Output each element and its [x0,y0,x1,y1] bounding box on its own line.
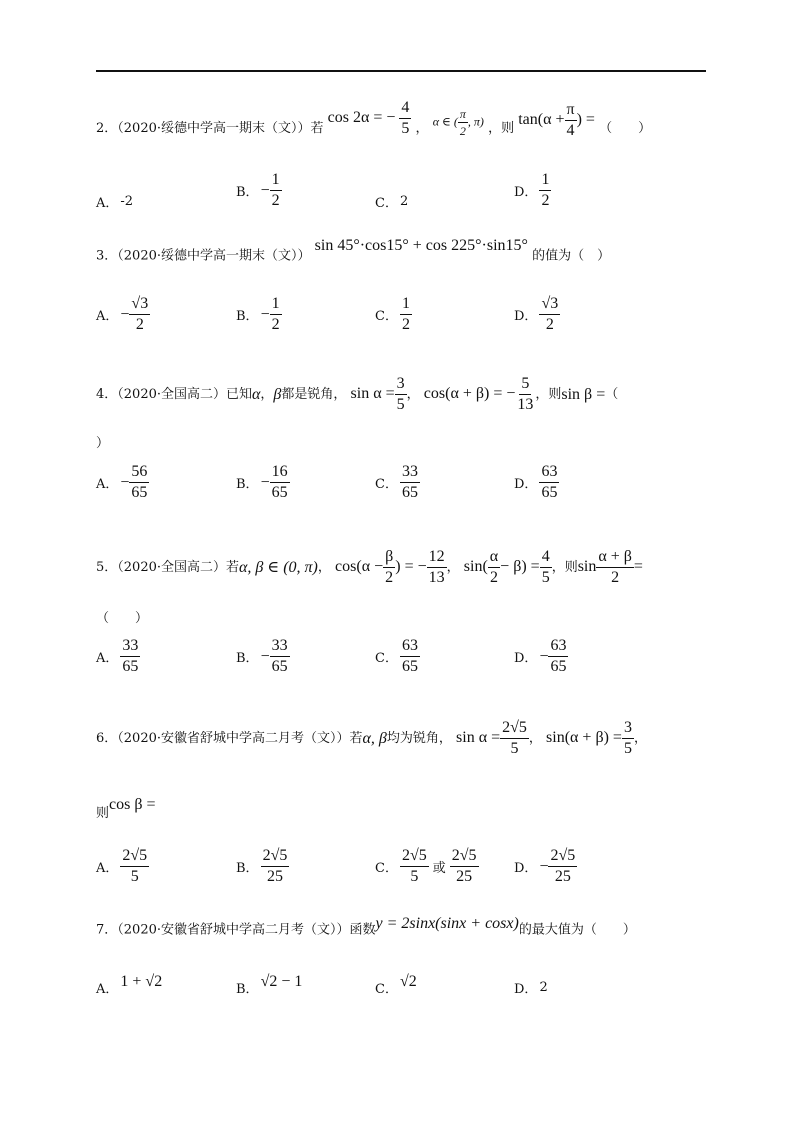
fraction-denominator: 65 [401,658,418,675]
blank-close: ） [96,436,110,451]
fraction-denominator: 2 [401,316,410,333]
fraction-denominator: 65 [131,484,148,501]
fraction-denominator: 65 [271,658,288,675]
punctuation: ， [317,560,331,575]
option-label: A． [96,309,119,324]
option-a[interactable] [96,296,150,333]
option-c[interactable] [375,972,417,997]
question-number: 7． [96,922,118,938]
option-value: 1 + √2 [120,972,163,990]
math-text: sin α = [456,729,501,747]
stem-text: 均为锐角， [386,731,452,746]
option-c[interactable] [375,192,408,211]
fraction-denominator: 2 [489,569,498,586]
minus-sign: − [120,473,130,491]
stem-text: ，则 [535,387,562,402]
header-rule [96,70,706,72]
fraction-denominator: 5 [401,120,410,137]
option-b[interactable] [236,464,290,501]
question-6-stem [96,720,647,757]
option-b[interactable] [236,296,282,333]
fraction-numerator: 4 [540,549,552,568]
question-number: 5． [96,560,118,575]
fraction-denominator: 2 [271,316,280,333]
fraction-numerator: 63 [400,638,420,657]
option-label: D． [514,185,538,200]
stem-text: 都是锐角， [281,387,347,402]
question-5-stem [96,549,643,586]
stem-tail: 的值为（ ） [532,248,611,264]
fraction-numerator: β [383,549,395,568]
math-text: tan(α + [518,111,565,129]
option-label: D． [514,651,538,666]
option-label: B． [236,651,259,666]
fraction-numerator: 2√5 [120,848,149,867]
fraction-denominator: 4 [566,122,575,139]
option-label: D． [514,309,538,324]
minus-sign: − [260,473,270,491]
option-c[interactable] [375,296,412,333]
option-label: A． [96,861,119,876]
fraction-numerator: π [565,102,577,121]
punctuation: ， [406,387,420,402]
option-label: A． [96,651,119,666]
question-source: （2020·安徽省舒城中学高二月考（文））若 [117,731,363,746]
option-label: C． [375,861,398,876]
math-text: ) = [576,111,595,129]
fraction-numerator: 33 [270,638,290,657]
stem-text: 则 [96,805,110,821]
fraction-denominator: 65 [271,484,288,501]
question-number: 6． [96,731,118,746]
option-value: -2 [120,194,134,209]
fraction-numerator: 5 [519,376,531,395]
punctuation: ， [528,731,542,746]
option-d[interactable] [514,848,577,885]
option-a[interactable] [96,638,140,675]
math-text: − β) = [500,558,540,576]
math-text: cos(α − [335,558,384,576]
fraction-numerator: √3 [539,296,560,315]
fraction-numerator: 16 [270,464,290,483]
math-text: sin α = [350,385,395,403]
fraction-denominator: 65 [541,484,558,501]
fraction-denominator: 2 [271,192,280,209]
option-d[interactable] [514,296,560,333]
option-b[interactable] [236,172,282,209]
math-text: ) = − [395,558,427,576]
option-label: B． [236,982,259,997]
option-c[interactable] [375,638,420,675]
fraction-denominator: 5 [510,740,519,757]
option-d[interactable] [514,638,568,675]
option-label: C． [375,651,398,666]
math-text: α, β ∈ (0, π) [239,558,318,576]
fraction-denominator: 5 [130,868,139,885]
option-b[interactable] [236,638,290,675]
option-label: B． [236,185,259,200]
fraction-numerator: 63 [539,464,559,483]
punctuation: ，则 [488,121,515,136]
option-c[interactable] [375,464,420,501]
punctuation: ， [415,121,429,136]
fraction-denominator: 2 [135,316,144,333]
minus-sign: − [260,647,270,665]
option-a[interactable] [96,192,133,211]
option-label: C． [375,982,398,997]
option-label: C． [375,196,398,211]
math-text: sin( [463,558,488,576]
question-4-stem [96,376,618,413]
option-label: C． [375,477,398,492]
question-6-ask [96,796,156,821]
stem-text: ，则 [551,560,578,575]
minus-sign: − [539,857,549,875]
fraction-denominator: 2 [611,569,620,586]
option-a[interactable] [96,848,149,885]
fraction-denominator: 5 [541,569,550,586]
fraction-numerator: 1 [539,172,551,191]
option-label: A． [96,196,119,211]
option-label: D． [514,477,538,492]
question-source: （2020·全国高二）已知 [117,387,252,402]
fraction-numerator: √3 [129,296,150,315]
fraction-numerator: α + β [596,549,634,568]
option-b[interactable] [236,972,303,997]
fraction-denominator: 65 [122,658,139,675]
fraction-denominator: 5 [410,868,419,885]
fraction-numerator: π [459,107,466,121]
fraction-numerator: 56 [129,464,149,483]
option-or: 或 [432,861,446,876]
math-text: sin β = [561,385,606,403]
fraction-denominator: 5 [396,396,405,413]
fraction-numerator: 1 [400,296,412,315]
option-b[interactable] [236,848,289,885]
option-label: C． [375,309,398,324]
fraction-numerator: 12 [427,549,447,568]
option-a[interactable] [96,464,149,501]
fraction-numerator: 33 [120,638,140,657]
fraction-numerator: 1 [270,172,282,191]
math-text: = [633,558,643,576]
math-expression: sin 45°·cos15° + cos 225°·sin15° [314,237,528,254]
stem-tail: 的最大值为（ ） [518,922,636,938]
fraction-numerator: 2√5 [400,848,429,867]
question-source: （2020·绥德中学高一期末（文）） [117,248,311,264]
minus-sign: − [120,305,130,323]
option-value: 2 [399,194,409,209]
option-label: D． [514,861,538,876]
question-3-stem [96,237,611,265]
question-7-stem [96,915,636,939]
fraction-denominator: 25 [266,868,283,885]
math-text: cos(α + β) = − [423,385,516,403]
fraction-numerator: 2√5 [548,848,577,867]
fraction-numerator: 1 [270,296,282,315]
fraction-denominator: 25 [456,868,473,885]
option-label: D． [514,982,538,997]
fraction-numerator: 63 [548,638,568,657]
fraction-denominator: 2 [545,316,554,333]
fraction-denominator: 2 [459,124,466,138]
fraction-numerator: 2√5 [500,720,529,739]
fraction-numerator: 2√5 [261,848,290,867]
fraction-numerator: 3 [622,720,634,739]
option-value: 2 [539,980,548,995]
question-source: （2020·全国高二）若 [117,560,239,575]
math-text: sin [577,558,597,576]
fraction-denominator: 13 [517,396,534,413]
answer-blank: （ ） [96,611,149,626]
option-d[interactable] [514,464,559,501]
math-text: α ∈ ( [432,114,458,129]
question-number: 2． [96,121,118,136]
option-value: √2 − 1 [260,972,303,990]
question-source: （2020·绥德中学高一期末（文））若 [117,121,324,136]
minus-sign: − [260,305,270,323]
option-value: √2 [399,972,417,990]
punctuation: ， [446,560,460,575]
option-label: B． [236,309,259,324]
punctuation: ， [633,731,647,746]
answer-blank: （ ） [599,121,652,136]
option-c[interactable] [375,848,479,885]
option-d[interactable] [514,978,548,997]
fraction-numerator: 4 [399,100,411,119]
math-variable: α [252,385,261,403]
option-label: B． [236,861,259,876]
fraction-denominator: 65 [401,484,418,501]
option-d[interactable] [514,172,551,209]
math-text: α, β [362,729,387,747]
fraction-denominator: 5 [623,740,632,757]
math-text: , π) [467,114,484,129]
math-text: cos β = [109,796,156,813]
fraction-denominator: 2 [385,569,394,586]
question-2-stem [96,99,652,147]
fraction-numerator: α [488,549,500,568]
fraction-denominator: 2 [541,192,550,209]
option-label: A． [96,477,119,492]
option-label: A． [96,982,119,997]
question-number: 4． [96,387,118,402]
math-text: cos 2α = − [327,109,396,127]
option-label: B． [236,477,259,492]
math-variable: β [273,385,282,403]
punctuation: ， [260,387,274,402]
minus-sign: − [260,181,270,199]
math-expression: y = 2sinx(sinx + cosx) [375,915,519,932]
answer-blank: （ [605,387,619,402]
fraction-numerator: 3 [395,376,407,395]
fraction-numerator: 33 [400,464,420,483]
math-text: sin(α + β) = [546,729,622,747]
fraction-denominator: 25 [554,868,571,885]
question-source: （2020·安徽省舒城中学高二月考（文））函数 [117,922,376,938]
fraction-numerator: 2√5 [450,848,479,867]
fraction-denominator: 13 [428,569,445,586]
option-a[interactable] [96,972,163,997]
fraction-denominator: 65 [550,658,567,675]
question-number: 3． [96,248,118,264]
minus-sign: − [539,647,549,665]
